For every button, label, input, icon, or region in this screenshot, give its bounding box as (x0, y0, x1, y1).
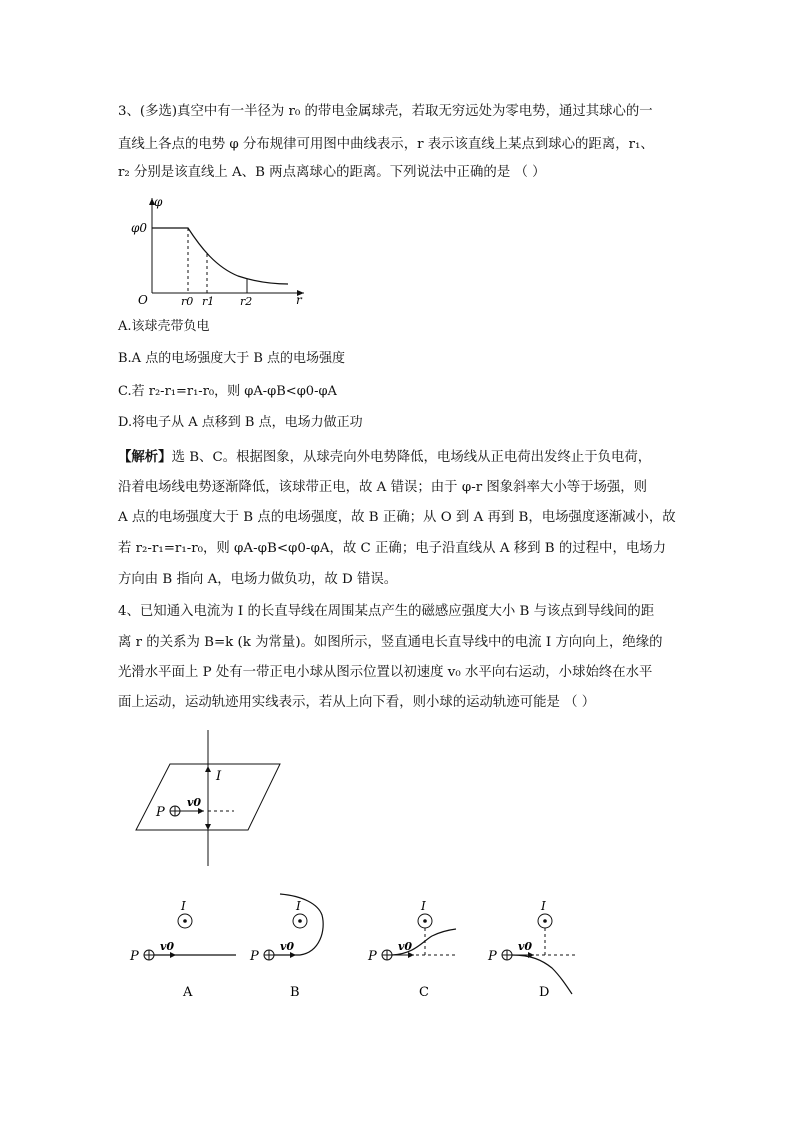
velocity-label: v0 (398, 940, 413, 953)
phi-axis-label: φ (154, 195, 163, 209)
velocity-label: v0 (518, 940, 533, 953)
phi0-tick-label: φ0 (131, 221, 148, 235)
q3-analysis-line-1 (118, 448, 651, 467)
choice-label: D (539, 985, 550, 1000)
current-label: I (541, 899, 546, 913)
potential-curve (152, 228, 288, 284)
q3-option-a: A.该球壳带负电 (118, 319, 210, 334)
wire-out-of-page-icon (178, 914, 192, 928)
q3-analysis-line-3: A 点的电场强度大于 B 点的电场强度，故 B 正确；从 O 到 A 再到 B，电场强度逐渐减小，故 (118, 510, 676, 525)
velocity-label: v0 (280, 940, 295, 953)
current-label: I (216, 769, 222, 784)
choice-label: B (290, 985, 300, 1000)
charged-ball-icon (264, 950, 274, 960)
q3-analysis-line-2: 沿着电场线电势逐渐降低，该球带正电，故 A 错误；由于 φ-r 图象斜率大小等于场强，则 (118, 480, 648, 495)
analysis-heading: 【解析】 (118, 449, 172, 465)
r2-tick-label: r2 (240, 295, 253, 308)
q3-stem-line-2: 直线上各点的电势 φ 分布规律可用图中曲线表示，r 表示该直线上某点到球心的距离，r₁、 (118, 137, 654, 152)
point-p-label: P (156, 805, 165, 820)
current-label: I (296, 899, 301, 913)
q4-stem-line-2: 离 r 的关系为 B=k (k 为常量)。如图所示，竖直通电长直导线中的电流 I 方向向上，绝缘的 (118, 635, 663, 650)
current-label: I (181, 899, 186, 913)
velocity-label: v0 (187, 796, 202, 809)
wire-out-of-page-icon (293, 914, 307, 928)
wire-plane-figure (130, 728, 290, 868)
choice-c-figure (366, 890, 486, 1010)
choice-b-figure (248, 890, 368, 1010)
current-label: I (421, 899, 426, 913)
charged-ball-icon (170, 806, 180, 816)
q3-option-c: C.若 r₂-r₁=r₁-r₀，则 φA-φB<φ0-φA (118, 384, 337, 399)
r1-tick-label: r1 (202, 295, 215, 308)
charged-ball-icon (144, 950, 154, 960)
r-axis-label: r (296, 293, 302, 307)
wire-out-of-page-icon (418, 914, 432, 928)
choice-d-figure (486, 890, 606, 1010)
r0-tick-label: r0 (181, 295, 194, 308)
q3-analysis-line-5: 方向由 B 指向 A，电场力做负功，故 D 错误。 (118, 572, 398, 587)
choice-label: C (419, 985, 429, 1000)
q3-option-b: B.A 点的电场强度大于 B 点的电场强度 (118, 351, 346, 366)
origin-label: O (138, 293, 148, 307)
analysis-text: 选 B、C。根据图象，从球壳向外电势降低，电场线从正电荷出发终止于负电荷， (171, 450, 652, 465)
q3-option-d: D.将电子从 A 点移到 B 点，电场力做正功 (118, 415, 363, 430)
q4-stem-line-1: 4、已知通入电流为 I 的长直导线在周围某点产生的磁感应强度大小 B 与该点到导线间的距 (118, 604, 655, 619)
choice-a-figure (128, 890, 248, 1010)
q4-stem-line-4: 面上运动，运动轨迹用实线表示，若从上向下看，则小球的运动轨迹可能是 （ ） (118, 695, 596, 710)
point-p-label: P (488, 949, 497, 964)
q3-stem-line-1: 3、(多选)真空中有一半径为 r₀ 的带电金属球壳，若取无穷远处为零电势，通过其球心的一 (118, 104, 653, 119)
q3-stem-line-3: r₂ 分别是该直线上 A、B 两点离球心的距离。下列说法中正确的是 （ ） (118, 165, 546, 180)
point-p-label: P (130, 949, 139, 964)
charged-ball-icon (502, 950, 512, 960)
charged-ball-icon (382, 950, 392, 960)
point-p-label: P (250, 949, 259, 964)
potential-graph (126, 192, 316, 308)
choice-label: A (183, 985, 193, 1000)
point-p-label: P (368, 949, 377, 964)
q4-stem-line-3: 光滑水平面上 P 处有一带正电小球从图示位置以初速度 v₀ 水平向右运动，小球始终在水平 (118, 665, 653, 680)
q3-analysis-line-4: 若 r₂-r₁=r₁-r₀，则 φA-φB<φ0-φA，故 C 正确；电子沿直线从 A 移到 B 的过程中，电场力 (118, 541, 667, 556)
velocity-label: v0 (160, 940, 175, 953)
wire-out-of-page-icon (538, 914, 552, 928)
